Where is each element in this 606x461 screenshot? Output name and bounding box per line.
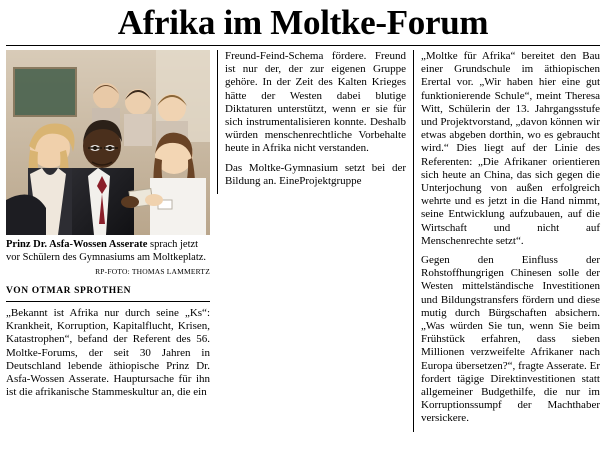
- photo-caption-rest: sprach jetzt vor Schülern des Gymnasiums am Moltkeplatz.: [6, 239, 207, 263]
- column-middle: [217, 50, 413, 194]
- newspaper-article-page: [0, 4, 606, 461]
- photo-caption-bold: Prinz Dr. Asfa-Wossen Asserate: [6, 239, 148, 250]
- photo-caption: [6, 239, 210, 264]
- article-paragraph: „Moltke für Afrika“ bereitet den Bau einer Grundschule im äthiopischen Erertal vor. „Wir haben hier eine gut funktionierende Schule“, meint Theresa Witt, Schülerin der 13. Jahrgangsstufe und Projektvorstand, „davon können wir etwas abgeben dorthin, wo es gebraucht wird.“ Dies liegt auf der Linie des Referenten: „Die Afrikaner orientieren sich heute an China, das sich gegen die Unterjochung von außen erfolgreich wehrte und es jetzt in die Hand nimmt, seine Entwicklung aufzubauen, auf die Wirtschaft und nicht auf Menschenrechte setzt“.: [421, 50, 600, 247]
- page-title: Afrika im Moltke-Forum: [117, 3, 489, 42]
- article-paragraph: „Bekannt ist Afrika nur durch seine „Ks“: Krankheit, Korruption, Kapitalflucht, Krisen, Katastrophen“, befand der Referent des 56. Moltke-Forums, der seit 30 Jahren in Deutschland lebende äthiopische Prinz Dr. Asfa-Wossen Asserate. Hauptursache für ihn ist die afrikanische Stammeskultur an, die ein: [6, 307, 210, 399]
- article-columns: [6, 50, 600, 432]
- byline-divider: [6, 301, 210, 302]
- article-paragraph: Freund-Feind-Schema fördere. Freund ist nur der, der zur eigenen Gruppe gehöre. In der Zeit des Kalten Krieges hätte der Westen dabei blutige Diktaturen unterstützt, wenn er sie für sich instrumentalisieren konnte. Deshalb würden menschenrechtliche Vorbehalte heute in Afrika nicht verstanden.: [225, 50, 406, 155]
- article-paragraph: Das Moltke-Gymnasium setzt bei der Bildung an. EineProjektgruppe: [225, 161, 406, 187]
- photo-credit: RP-FOTO: THOMAS LAMMERTZ: [95, 267, 210, 276]
- headline-divider: [6, 45, 600, 46]
- column-right: [413, 50, 600, 432]
- press-photo: [6, 50, 210, 235]
- column-left: [6, 50, 217, 405]
- article-paragraph: Gegen den Einfluss der Rohstoffhungrigen Chinesen solle der Westen mittelständische Investitionen und Bildungstransfers fördern und diese mutig durch Bürgschaften absichern. „Was würden Sie tun, wenn Sie beim Frühstück erfahren, dass sieben Millionen verzweifelte Afrikaner nach Europa übersetzen?“, fragte Asserate. Er fordert tägige Direktinvestitionen statt allgemeiner Budgethilfe, die nur im Korruptionssumpf der Machthaber versickere.: [421, 254, 600, 425]
- article-byline: VON OTMAR SPROTHEN: [6, 286, 132, 296]
- photo-illustration: [6, 50, 210, 235]
